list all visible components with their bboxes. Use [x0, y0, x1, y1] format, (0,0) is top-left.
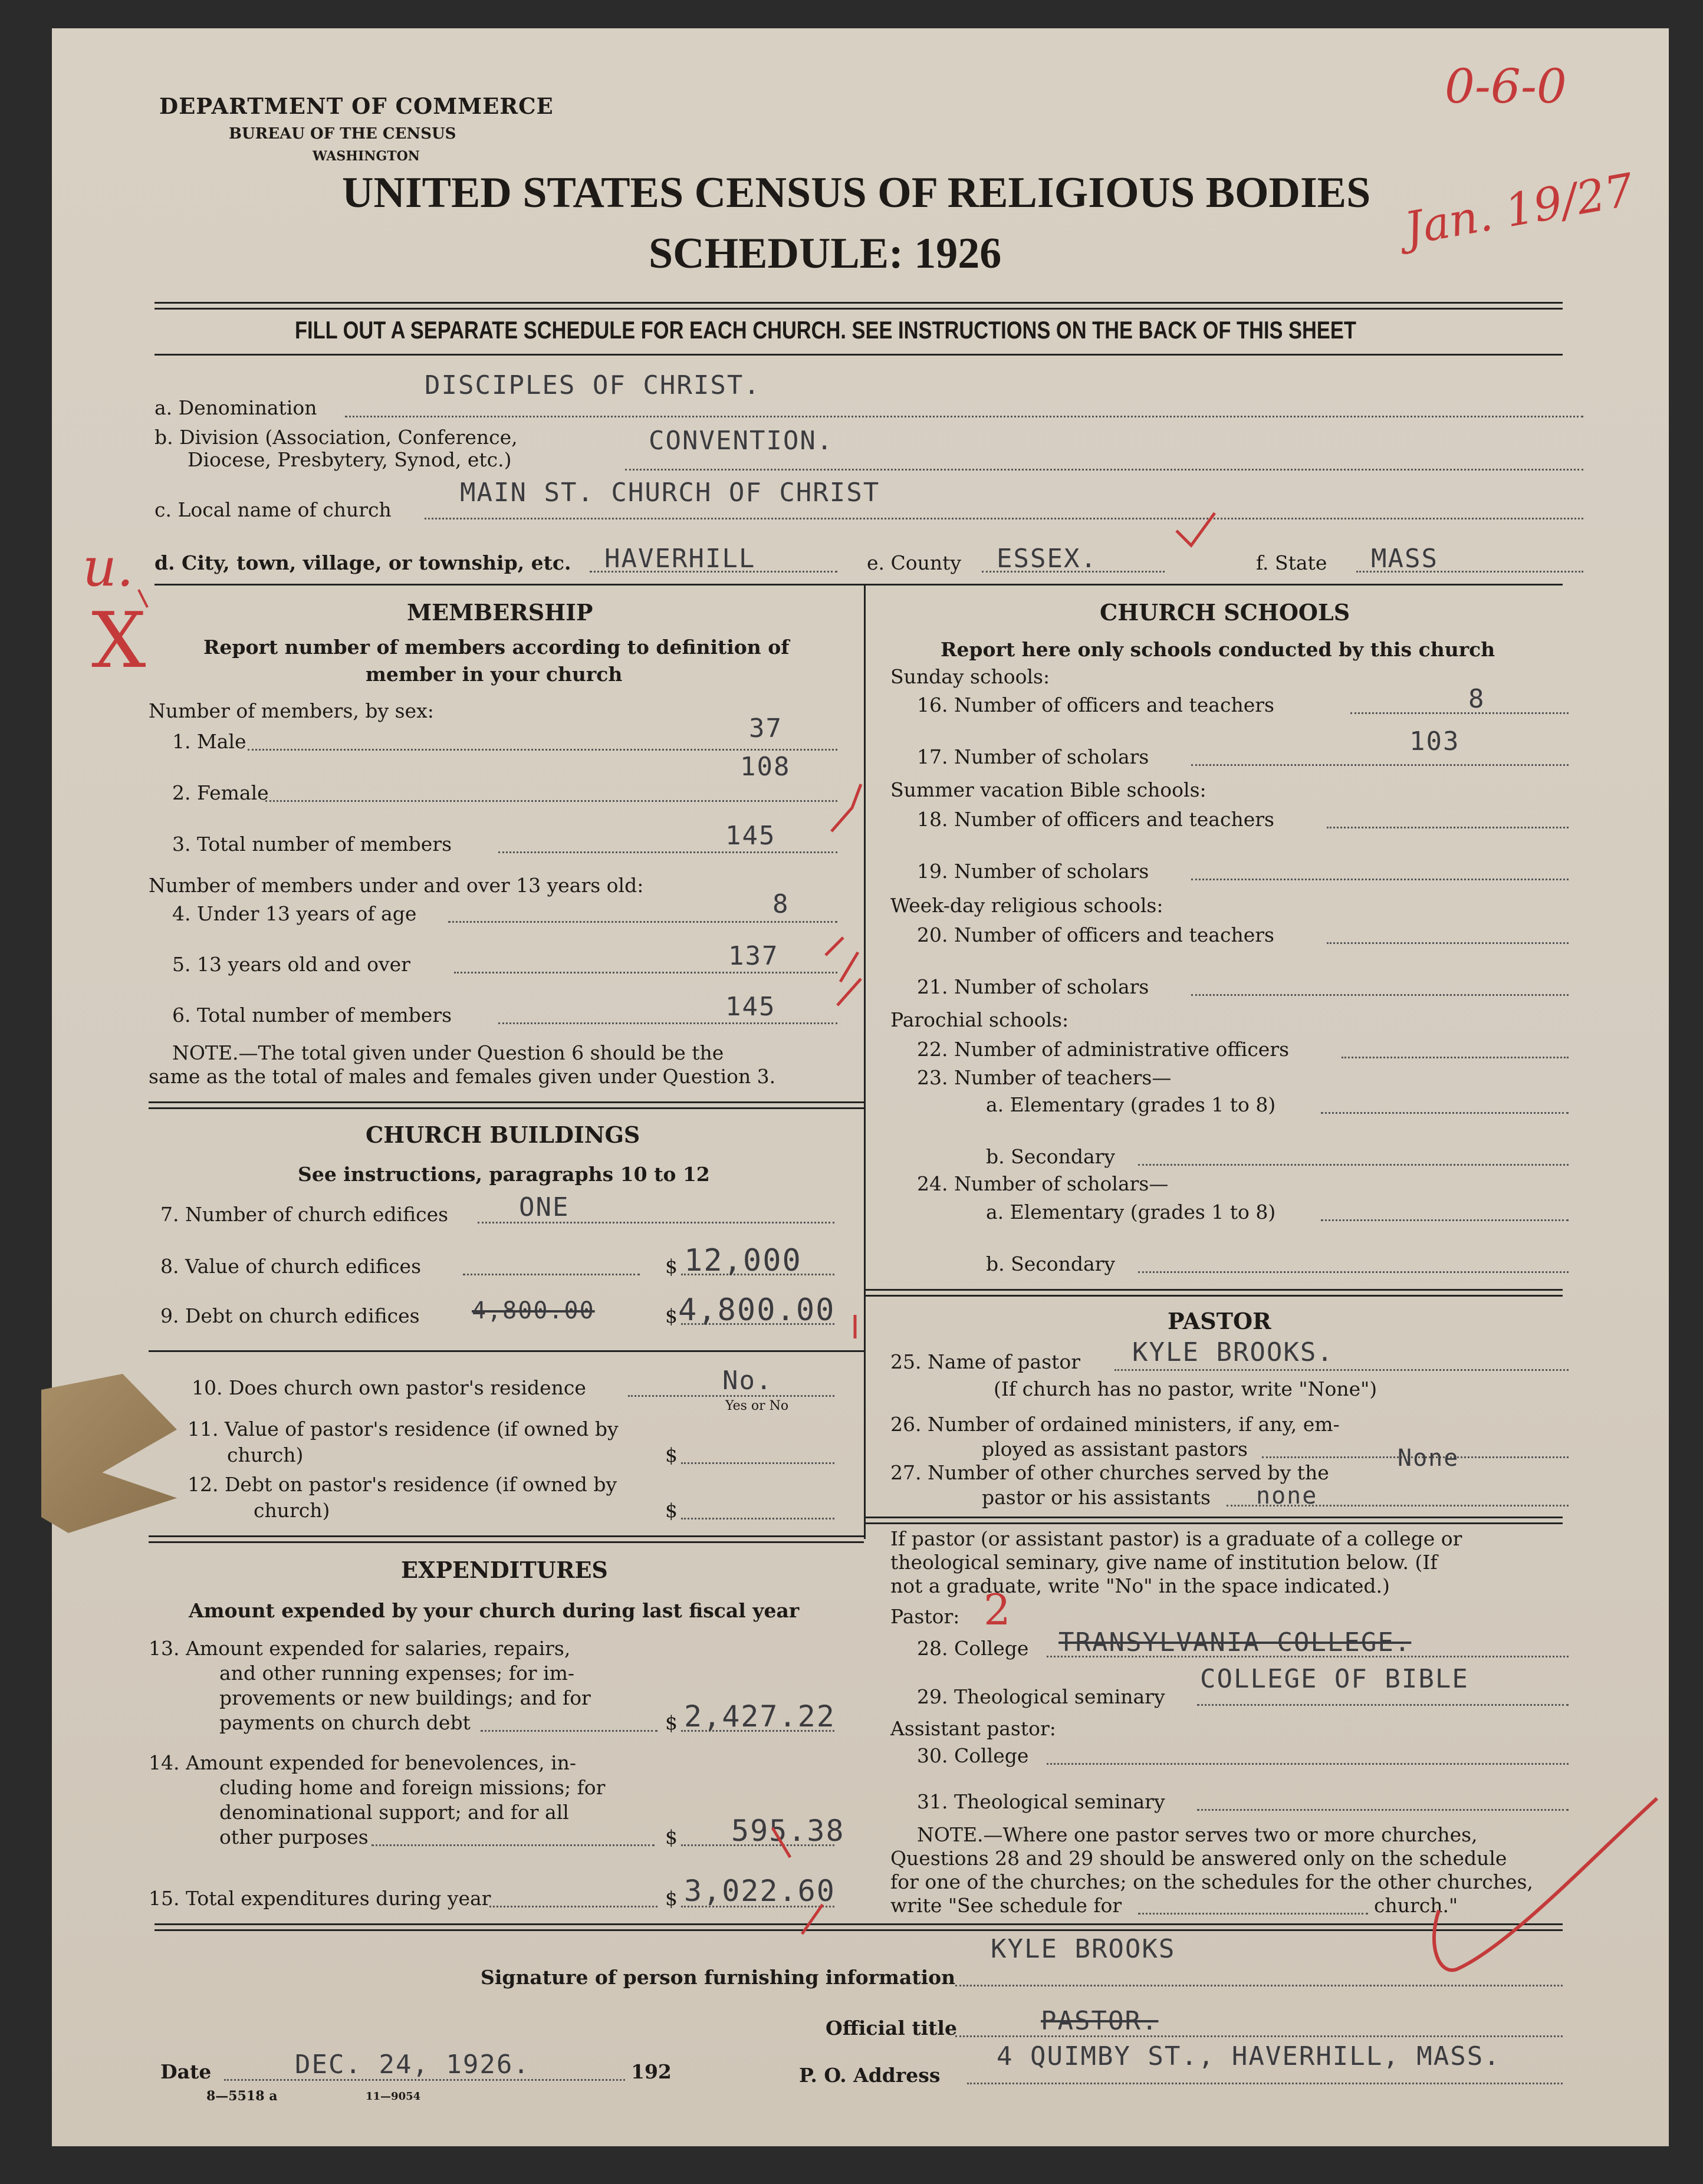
- pastor-note: NOTE.—Where one pastor serves two or more churches,: [917, 1823, 1478, 1846]
- q23a-label: a. Elementary (grades 1 to 8): [986, 1093, 1276, 1116]
- local-name-label: c. Local name of church: [154, 498, 392, 521]
- checkmark: [837, 979, 861, 1005]
- assistant-pastor-subheading: Assistant pastor:: [890, 1717, 1056, 1740]
- form-number: 8—5518 a: [206, 2088, 278, 2104]
- members-by-age: Number of members under and over 13 years old:: [149, 874, 644, 897]
- bureau-heading: BUREAU OF THE CENSUS: [229, 125, 456, 143]
- q18-label: 18. Number of officers and teachers: [917, 808, 1274, 831]
- pastor-note-4b: church.": [1374, 1894, 1458, 1917]
- division-label: b. Division (Association, Conference,: [154, 426, 518, 449]
- q2-value[interactable]: 108: [740, 752, 791, 782]
- checkmark: [139, 590, 147, 607]
- official-title-value[interactable]: PASTOR.: [1041, 2006, 1159, 2036]
- division-label-2: Diocese, Presbytery, Synod, etc.): [188, 448, 512, 471]
- q13-label-2: and other running expenses; for im-: [219, 1662, 575, 1685]
- q8-label: 8. Value of church edifices: [160, 1255, 422, 1278]
- q25-note: (If church has no pastor, write "None"): [994, 1377, 1377, 1400]
- church-schools-title: CHURCH SCHOOLS: [1100, 599, 1350, 626]
- form-subtitle: SCHEDULE: 1926: [649, 229, 1002, 278]
- q29-label: 29. Theological seminary: [917, 1685, 1165, 1708]
- pastor-note-2: Questions 28 and 29 should be answered only on the schedule: [890, 1847, 1507, 1870]
- checkmark: [840, 952, 858, 982]
- membership-note-2: same as the total of males and females given under Question 3.: [149, 1065, 776, 1088]
- q28-label: 28. College: [917, 1637, 1029, 1660]
- dollar-sign: $: [665, 1499, 678, 1522]
- denomination-value[interactable]: DISCIPLES OF CHRIST.: [425, 370, 761, 400]
- q12-label-2: church): [254, 1499, 330, 1522]
- q9-value[interactable]: 4,800.00: [678, 1292, 836, 1328]
- handwritten-x: X: [91, 596, 146, 685]
- q4-value[interactable]: 8: [772, 889, 790, 919]
- membership-title: MEMBERSHIP: [407, 599, 593, 626]
- q27-label-2: pastor or his assistants: [982, 1486, 1211, 1509]
- q29-value[interactable]: COLLEGE OF BIBLE: [1200, 1664, 1469, 1694]
- q16-label: 16. Number of officers and teachers: [917, 693, 1274, 716]
- pastor-note-4: write "See schedule for: [890, 1894, 1122, 1917]
- q28-value[interactable]: TRANSYLVANIA COLLEGE.: [1058, 1627, 1412, 1657]
- q8-value[interactable]: 12,000: [684, 1243, 802, 1278]
- q14-value[interactable]: 595.38: [731, 1814, 845, 1848]
- q1-label: 1. Male: [172, 730, 246, 753]
- q15-label: 15. Total expenditures during year: [149, 1887, 491, 1910]
- checkmark: [1176, 513, 1215, 545]
- expenditures-subtitle: Amount expended by your church during last fiscal year: [189, 1599, 800, 1622]
- q31-label: 31. Theological seminary: [917, 1790, 1165, 1813]
- yes-or-no-hint: Yes or No: [725, 1399, 789, 1413]
- q3-label: 3. Total number of members: [172, 833, 452, 856]
- checkmark: [802, 1905, 823, 1934]
- q30-label: 30. College: [917, 1744, 1029, 1767]
- q26-label: 26. Number of ordained ministers, if any, em-: [890, 1413, 1340, 1436]
- city-label: d. City, town, village, or township, etc.: [154, 551, 571, 574]
- q20-label: 20. Number of officers and teachers: [917, 923, 1274, 946]
- city-value[interactable]: HAVERHILL: [604, 544, 756, 574]
- q25-value[interactable]: KYLE BROOKS.: [1132, 1337, 1334, 1367]
- q13-label-3: provements or new buildings; and for: [219, 1686, 591, 1709]
- q9-label: 9. Debt on church edifices: [160, 1304, 420, 1327]
- instruction-banner: FILL OUT A SEPARATE SCHEDULE FOR EACH CHURCH. SEE INSTRUCTIONS ON THE BACK OF THIS SHEET: [295, 316, 1356, 344]
- weekday-schools-heading: Week-day religious schools:: [890, 894, 1163, 917]
- q24b-label: b. Secondary: [986, 1252, 1116, 1275]
- year-suffix: 192: [631, 2060, 672, 2083]
- q5-value[interactable]: 137: [728, 941, 779, 971]
- q10-value[interactable]: No.: [722, 1366, 773, 1396]
- washington-heading: WASHINGTON: [313, 149, 420, 164]
- q26-value[interactable]: None: [1398, 1445, 1459, 1472]
- department-heading: DEPARTMENT OF COMMERCE: [159, 93, 554, 119]
- church-buildings-title: CHURCH BUILDINGS: [366, 1121, 640, 1148]
- q11-label: 11. Value of pastor's residence (if owned by: [188, 1417, 619, 1440]
- sunday-schools-heading: Sunday schools:: [890, 665, 1050, 688]
- expenditures-title: EXPENDITURES: [401, 1557, 608, 1583]
- state-label: f. State: [1256, 551, 1327, 574]
- q23-label: 23. Number of teachers—: [917, 1066, 1172, 1089]
- division-value[interactable]: CONVENTION.: [649, 426, 834, 456]
- dollar-sign: $: [665, 1887, 678, 1910]
- q13-label: 13. Amount expended for salaries, repairs,: [149, 1637, 571, 1660]
- q17-value[interactable]: 103: [1409, 726, 1460, 756]
- handwritten-mark: u.: [83, 537, 134, 598]
- q27-value[interactable]: none: [1256, 1482, 1318, 1509]
- schools-subtitle: Report here only schools conducted by this church: [941, 638, 1495, 661]
- q10-label: 10. Does church own pastor's residence: [192, 1376, 586, 1399]
- summer-schools-heading: Summer vacation Bible schools:: [890, 778, 1206, 801]
- pastor-note-3: for one of the churches; on the schedules for the other churches,: [890, 1870, 1533, 1893]
- signature-label: Signature of person furnishing information: [481, 1966, 956, 1989]
- dollar-sign: $: [665, 1443, 678, 1466]
- checkmark: [831, 784, 861, 831]
- q9-struck-value: 4,800.00: [472, 1297, 595, 1324]
- date-label: Date: [160, 2060, 212, 2083]
- date-annotation: Jan. 19/27: [1400, 163, 1638, 255]
- buildings-subtitle: See instructions, paragraphs 10 to 12: [298, 1163, 710, 1186]
- q11-label-2: church): [227, 1443, 304, 1466]
- q13-value[interactable]: 2,427.22: [684, 1699, 836, 1734]
- q17-label: 17. Number of scholars: [917, 745, 1149, 768]
- q4-label: 4. Under 13 years of age: [172, 902, 417, 925]
- q12-label: 12. Debt on pastor's residence (if owned by: [188, 1473, 617, 1496]
- county-label: e. County: [867, 551, 962, 574]
- pastor-subheading: Pastor:: [890, 1605, 960, 1628]
- official-title-label: Official title: [826, 2017, 957, 2040]
- q21-label: 21. Number of scholars: [917, 975, 1149, 998]
- q15-value[interactable]: 3,022.60: [684, 1874, 836, 1908]
- q6-value[interactable]: 145: [725, 992, 776, 1022]
- q16-value[interactable]: 8: [1468, 684, 1485, 714]
- form-title: UNITED STATES CENSUS OF RELIGIOUS BODIES: [342, 169, 1371, 217]
- state-value[interactable]: MASS: [1371, 544, 1438, 574]
- dollar-sign: $: [665, 1826, 678, 1848]
- graduate-instructions-2: theological seminary, give name of institution below. (If: [890, 1551, 1438, 1574]
- q26-label-2: ployed as assistant pastors: [982, 1438, 1248, 1461]
- date-value[interactable]: DEC. 24, 1926.: [295, 2050, 530, 2080]
- q2-label: 2. Female: [172, 781, 269, 804]
- top-code-annotation: 0-6-0: [1445, 59, 1567, 114]
- print-number: 11—9054: [366, 2090, 421, 2103]
- q23b-label: b. Secondary: [986, 1145, 1116, 1168]
- q7-value[interactable]: ONE: [519, 1192, 570, 1222]
- q25-label: 25. Name of pastor: [890, 1350, 1081, 1373]
- q27-label: 27. Number of other churches served by the: [890, 1461, 1329, 1484]
- membership-intro-2: member in your church: [366, 663, 623, 686]
- q6-label: 6. Total number of members: [172, 1004, 452, 1027]
- members-by-sex: Number of members, by sex:: [149, 699, 434, 722]
- po-address-value[interactable]: 4 QUIMBY ST., HAVERHILL, MASS.: [997, 2041, 1501, 2071]
- handwritten-number: 2: [984, 1585, 1011, 1634]
- q7-label: 7. Number of church edifices: [160, 1203, 449, 1226]
- signature-value[interactable]: KYLE BROOKS: [991, 1934, 1176, 1964]
- denomination-label: a. Denomination: [154, 396, 317, 419]
- q3-value[interactable]: 145: [725, 821, 776, 851]
- q14-label: 14. Amount expended for benevolences, in-: [149, 1751, 577, 1774]
- parochial-schools-heading: Parochial schools:: [890, 1008, 1069, 1031]
- q14-label-4: other purposes: [219, 1826, 369, 1848]
- dollar-sign: $: [665, 1255, 678, 1278]
- q22-label: 22. Number of administrative officers: [917, 1038, 1290, 1061]
- checkmark: [1434, 1798, 1657, 1970]
- pastor-title: PASTOR: [1168, 1308, 1271, 1334]
- county-value[interactable]: ESSEX.: [997, 544, 1097, 574]
- graduate-instructions: If pastor (or assistant pastor) is a graduate of a college or: [890, 1527, 1462, 1550]
- po-address-label: P. O. Address: [799, 2064, 941, 2087]
- q13-label-4: payments on church debt: [219, 1711, 471, 1734]
- checkmark: [826, 938, 843, 955]
- q1-value[interactable]: 37: [749, 713, 783, 744]
- q14-label-2: cluding home and foreign missions; for: [219, 1776, 606, 1799]
- graduate-instructions-3: not a graduate, write "No" in the space indicated.): [890, 1574, 1390, 1597]
- membership-intro: Report number of members according to definition of: [203, 636, 790, 659]
- q19-label: 19. Number of scholars: [917, 860, 1149, 883]
- q24a-label: a. Elementary (grades 1 to 8): [986, 1200, 1276, 1223]
- local-name-value[interactable]: MAIN ST. CHURCH OF CHRIST: [460, 478, 880, 508]
- dollar-sign: $: [665, 1304, 678, 1327]
- q24-label: 24. Number of scholars—: [917, 1172, 1169, 1195]
- membership-note: NOTE.—The total given under Question 6 should be the: [172, 1041, 724, 1064]
- dollar-sign: $: [665, 1711, 678, 1734]
- q5-label: 5. 13 years old and over: [172, 953, 410, 976]
- checkmark: [772, 1828, 790, 1857]
- q14-label-3: denominational support; and for all: [219, 1801, 569, 1824]
